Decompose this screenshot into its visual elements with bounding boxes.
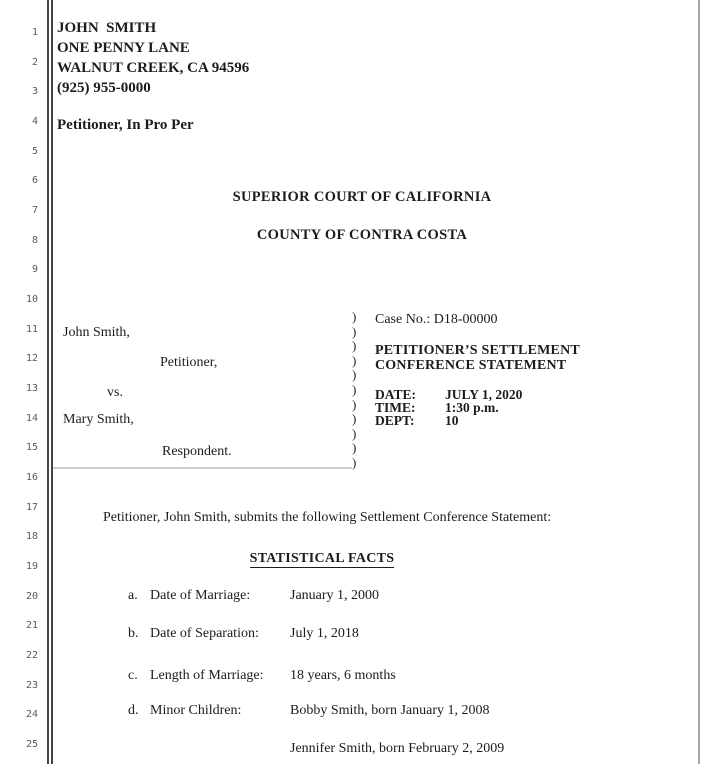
line-number: 15 bbox=[25, 442, 38, 454]
line-number: 25 bbox=[25, 739, 38, 751]
caption-paren: ) bbox=[352, 323, 357, 339]
line-number: 22 bbox=[25, 650, 38, 662]
caption-paren: ) bbox=[352, 381, 357, 397]
attorney-address-line2: WALNUT CREEK, CA 94596 bbox=[57, 60, 250, 76]
hearing-dept-row bbox=[375, 414, 459, 427]
fact-label: Date of Marriage: bbox=[150, 588, 251, 603]
fact-value: July 1, 2018 bbox=[290, 626, 359, 641]
fact-value: January 1, 2000 bbox=[290, 588, 380, 603]
hearing-date-label: DATE: bbox=[375, 387, 417, 402]
line-number: 9 bbox=[31, 264, 38, 276]
left-margin-rule-outer bbox=[47, 0, 49, 764]
in-pro-per-label: Petitioner, In Pro Per bbox=[57, 117, 194, 133]
hearing-time-value: 1:30 p.m. bbox=[445, 400, 499, 415]
caption-paren: ) bbox=[352, 309, 357, 324]
fact-value: Jennifer Smith, born February 2, 2009 bbox=[290, 741, 505, 756]
line-number: 3 bbox=[31, 86, 38, 98]
line-number: 5 bbox=[31, 145, 38, 157]
hearing-time-label: TIME: bbox=[375, 400, 416, 415]
line-number: 16 bbox=[25, 472, 38, 484]
fact-label: Minor Children: bbox=[150, 703, 242, 718]
fact-letter: b. bbox=[128, 626, 139, 641]
line-number: 24 bbox=[25, 709, 38, 721]
intro-paragraph: Petitioner, John Smith, submits the following Settlement Conference Statement: bbox=[103, 510, 552, 525]
fact-row-separation-date bbox=[0, 626, 720, 646]
court-county-heading: COUNTY OF CONTRA COSTA bbox=[256, 227, 468, 243]
line-number: 11 bbox=[25, 323, 38, 335]
caption-paren: ) bbox=[352, 411, 357, 427]
fact-value: 18 years, 6 months bbox=[290, 668, 396, 683]
caption-petitioner-label: Petitioner, bbox=[160, 355, 218, 370]
fact-row-minor-children-2 bbox=[0, 741, 720, 761]
caption-paren: ) bbox=[352, 367, 357, 383]
section-heading-wrap bbox=[57, 549, 587, 567]
caption-respondent-name: Mary Smith, bbox=[63, 412, 134, 427]
attorney-name: JOHN SMITH bbox=[57, 20, 157, 36]
document-title-line1: PETITIONER’S SETTLEMENT bbox=[375, 343, 580, 358]
fact-value: Bobby Smith, born January 1, 2008 bbox=[290, 703, 490, 718]
hearing-date-value: JULY 1, 2020 bbox=[445, 387, 523, 402]
document-title-line2: CONFERENCE STATEMENT bbox=[375, 357, 567, 373]
caption-paren: ) bbox=[352, 396, 357, 412]
right-margin-rule bbox=[698, 0, 700, 764]
fact-row-marriage-length bbox=[0, 668, 720, 688]
line-number: 1 bbox=[31, 27, 38, 38]
line-number: 18 bbox=[25, 531, 38, 543]
line-number: 23 bbox=[25, 679, 38, 691]
left-margin-rule-inner bbox=[51, 0, 53, 764]
caption-respondent-label: Respondent. bbox=[162, 444, 232, 459]
line-number: 14 bbox=[25, 412, 38, 424]
court-name-heading: SUPERIOR COURT OF CALIFORNIA bbox=[232, 189, 492, 205]
hearing-dept-label: DEPT: bbox=[375, 413, 415, 428]
line-number: 19 bbox=[25, 561, 38, 573]
caption-underline-rule bbox=[53, 467, 352, 469]
caption-paren: ) bbox=[352, 425, 357, 441]
caption-paren: ) bbox=[352, 338, 357, 354]
fact-letter: d. bbox=[128, 703, 139, 718]
caption-versus-label: vs. bbox=[107, 385, 123, 400]
fact-letter: c. bbox=[128, 668, 138, 683]
caption-petitioner-name: John Smith, bbox=[63, 325, 130, 340]
section-heading: STATISTICAL FACTS bbox=[249, 551, 395, 566]
line-number: 17 bbox=[25, 501, 38, 513]
hearing-dept-value: 10 bbox=[445, 413, 459, 428]
caption-paren: ) bbox=[352, 440, 357, 456]
document-title bbox=[375, 344, 580, 373]
attorney-block bbox=[57, 18, 249, 98]
line-number: 10 bbox=[25, 294, 38, 306]
line-number: 13 bbox=[25, 383, 38, 395]
line-number: 8 bbox=[31, 234, 38, 246]
caption-paren: ) bbox=[352, 454, 357, 470]
attorney-phone: (925) 955-0000 bbox=[57, 80, 151, 96]
line-number: 20 bbox=[25, 590, 38, 602]
fact-row-marriage-date bbox=[0, 588, 720, 608]
line-number: 6 bbox=[31, 175, 38, 187]
case-number: Case No.: D18-00000 bbox=[375, 312, 498, 327]
fact-label: Length of Marriage: bbox=[150, 668, 264, 683]
caption-paren-column bbox=[352, 310, 356, 471]
line-number: 21 bbox=[25, 620, 38, 632]
line-number: 2 bbox=[31, 56, 38, 68]
line-number: 4 bbox=[31, 116, 38, 127]
line-number: 12 bbox=[25, 353, 38, 365]
fact-row-minor-children bbox=[0, 703, 720, 723]
line-number: 7 bbox=[31, 205, 38, 217]
attorney-address-line1: ONE PENNY LANE bbox=[57, 40, 190, 56]
fact-letter: a. bbox=[128, 588, 138, 603]
fact-label: Date of Separation: bbox=[150, 626, 259, 641]
caption-paren: ) bbox=[352, 352, 357, 368]
